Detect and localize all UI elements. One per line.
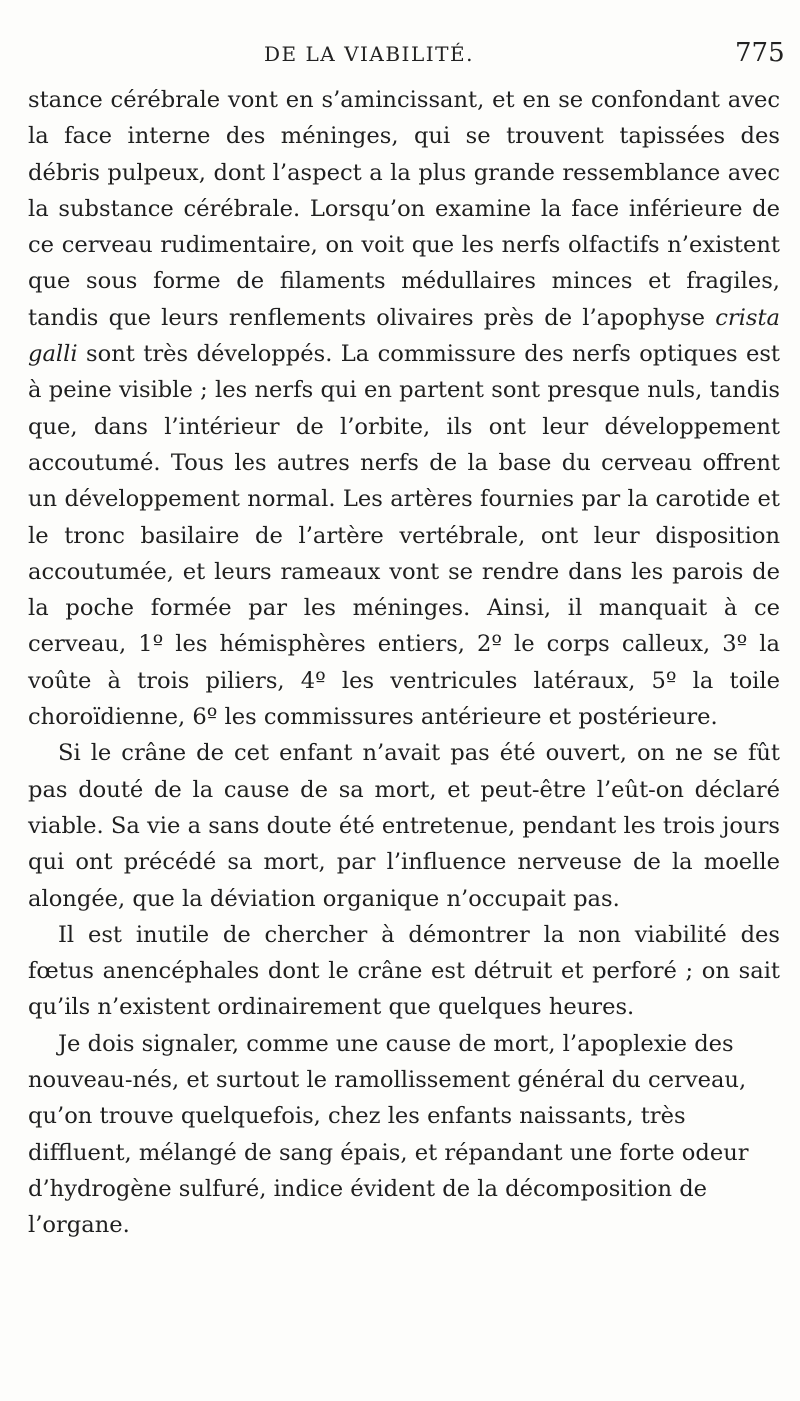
italic-term: crista galli	[28, 304, 781, 368]
paragraph-2: Si le crâne de cet enfant n’avait pas été ouvert, on ne se fût pas douté de la cause de sa mort, et peut-être l’eût-on déclaré viable. Sa vie a sans doute été entretenue, pendant les trois jours qui ont précédé sa mort, par l’influence nerveuse de la moelle alongée, que la déviation organique n’occupait pas.	[28, 740, 780, 912]
paragraph-1	[28, 82, 780, 735]
running-title: DE LA VIABILITÉ.	[264, 42, 474, 66]
paragraph-1-text-a: stance cérébrale vont en s’amincissant, et en se confondant avec la face interne des méninges, qui se trouvent tapissées des débris pulpeux, dont l’aspect a la plus grande ressemblance avec la substance cérébrale. Lorsqu’on examine la face inférieure de ce cerveau rudimentaire, on voit que les nerfs olfactifs n’existent que sous forme de filaments médullaires minces et fragiles, tandis que leurs renflements olivaires près de l’apophyse	[28, 87, 780, 331]
paragraph-3: Il est inutile de chercher à démontrer la non viabilité des fœtus anencéphales dont le crâne est détruit et perforé ; on sait qu’ils n’existent ordinairement que quelques heures.	[28, 921, 780, 1021]
page-header	[0, 38, 800, 76]
page-number: 775	[735, 38, 785, 68]
paragraph-1-text-b: sont très développés. La commissure des nerfs optiques est à peine visible ; les nerfs qui en partent sont presque nuls, tandis que, dans l’intérieur de l’orbite, ils ont leur développement accoutumé. Tous les autres nerfs de la base du cerveau offrent un développement normal. Les artères fournies par la carotide et le tronc basilaire de l’artère vertébrale, ont leur disposition accoutumée, et leurs rameaux vont se rendre dans les parois de la poche formée par les méninges. Ainsi, il manquait à ce cerveau, 1º les hémisphères entiers, 2º le corps calleux, 3º la voûte à trois piliers, 4º les ventricules latéraux, 5º la toile choroïdienne, 6º les commissures antérieure et postérieure.	[28, 341, 780, 731]
paragraph-4: Je dois signaler, comme une cause de mort, l’apoplexie des nouveau-nés, et surtout le ramollissement général du cerveau, qu’on trouve quelquefois, chez les enfants naissants, très diffluent, mélangé de sang épais, et répandant une forte odeur d’hydrogène sulfuré, indice évident de la décomposition de l’organe.	[28, 1030, 749, 1239]
body-text	[28, 82, 780, 1244]
